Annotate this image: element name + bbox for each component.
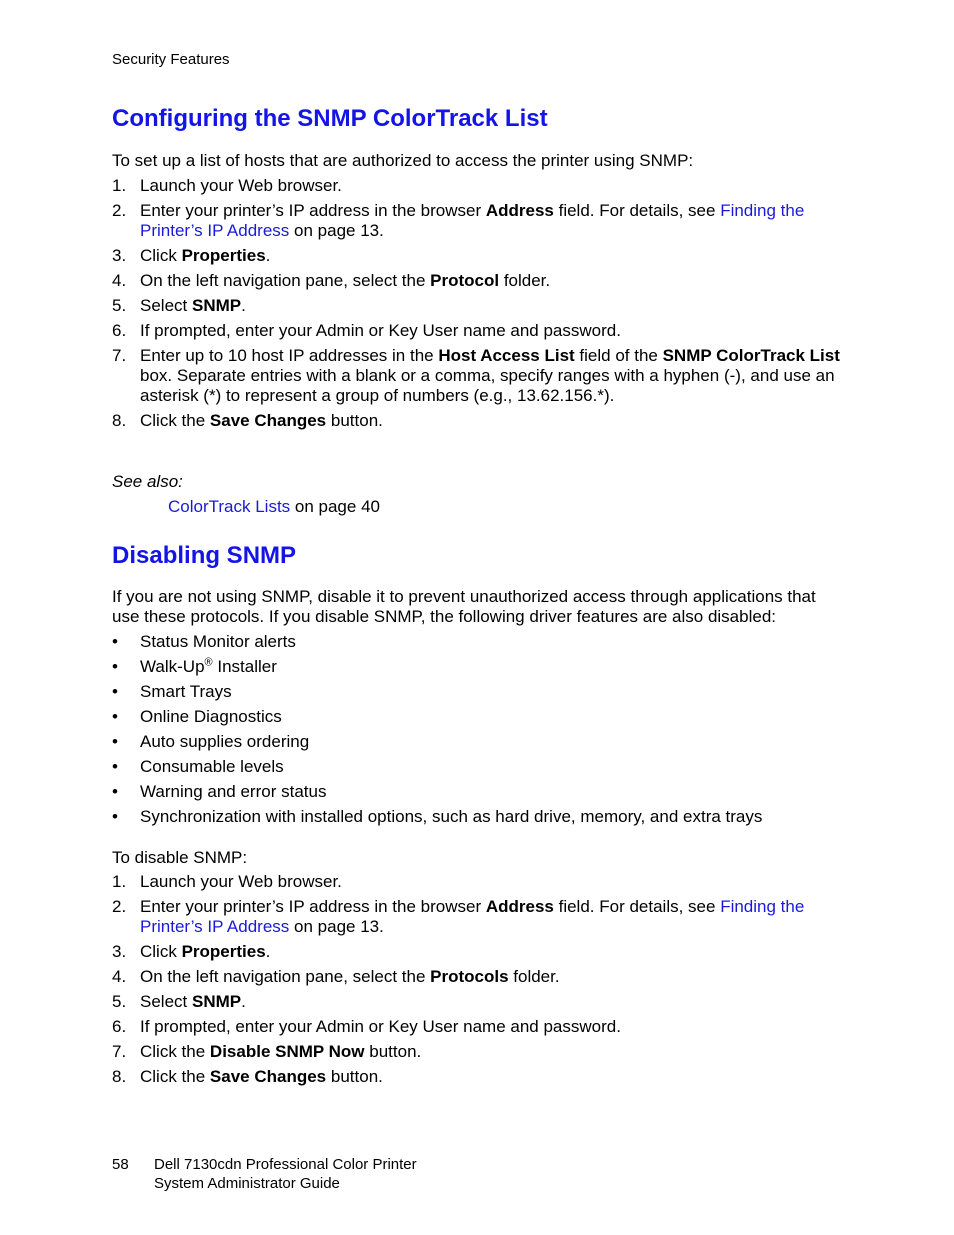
step-number: 6. bbox=[112, 1017, 127, 1036]
step-number: 7. bbox=[112, 1042, 127, 1061]
step-text: Enter your printer’s IP address in the browser bbox=[140, 897, 486, 916]
step-item bbox=[112, 411, 842, 431]
feature-item bbox=[112, 632, 842, 652]
step-bold-term: Disable SNMP Now bbox=[209, 1042, 365, 1061]
step-number: 3. bbox=[112, 246, 127, 265]
step-bold-term: Address bbox=[485, 897, 554, 916]
step-number: 4. bbox=[112, 271, 127, 290]
bullet-marker: • bbox=[112, 657, 118, 676]
section-intro-disabling: If you are not using SNMP, disable it to prevent unauthorized access through applications that use these protocols. If you disable SNMP, the following driver features are also disabled: bbox=[112, 587, 816, 626]
step-number: 7. bbox=[112, 346, 127, 365]
page-number: 58 bbox=[112, 1156, 129, 1173]
colortrack-lists-link[interactable]: ColorTrack Lists bbox=[168, 497, 291, 516]
section-title-disabling: Disabling SNMP bbox=[112, 542, 297, 569]
finding-ip-address-link[interactable]: Finding the Printer’s IP Address bbox=[140, 897, 805, 936]
step-text: Click bbox=[140, 942, 182, 961]
feature-text: Warning and error status bbox=[140, 782, 327, 801]
step-item bbox=[112, 1067, 842, 1087]
procedure-intro: To disable SNMP: bbox=[112, 848, 248, 867]
step-item bbox=[112, 897, 842, 937]
step-text: . bbox=[241, 992, 246, 1011]
step-item bbox=[112, 872, 842, 892]
step-bold-term: Properties bbox=[181, 246, 266, 265]
section-intro: To set up a list of hosts that are authorized to access the printer using SNMP: bbox=[112, 151, 694, 170]
step-number: 2. bbox=[112, 897, 127, 916]
step-text: Launch your Web browser. bbox=[140, 872, 342, 891]
step-bold-term: SNMP ColorTrack List bbox=[662, 346, 840, 365]
steps-list-colortrack bbox=[112, 176, 842, 436]
step-number: 6. bbox=[112, 321, 127, 340]
step-bold-term: SNMP bbox=[191, 296, 242, 315]
step-item bbox=[112, 176, 842, 196]
step-text: Click bbox=[140, 246, 182, 265]
step-item bbox=[112, 346, 842, 406]
step-text: . bbox=[265, 246, 271, 265]
step-text: Select bbox=[140, 992, 192, 1011]
running-header: Security Features bbox=[112, 51, 230, 68]
step-bold-term: Protocols bbox=[430, 967, 509, 986]
feature-text-suffix: Installer bbox=[212, 657, 277, 676]
bullet-marker: • bbox=[112, 707, 118, 726]
step-text: If prompted, enter your Admin or Key User name and password. bbox=[140, 1017, 621, 1036]
step-bold-term: Properties bbox=[181, 942, 266, 961]
finding-ip-address-link[interactable]: Finding the Printer’s IP Address bbox=[140, 201, 805, 240]
step-text: Launch your Web browser. bbox=[140, 176, 342, 195]
step-bold-term: Host Access List bbox=[438, 346, 575, 365]
step-item bbox=[112, 942, 842, 962]
steps-list-disable bbox=[112, 872, 842, 1092]
bullet-marker: • bbox=[112, 757, 118, 776]
footer-line-2: System Administrator Guide bbox=[154, 1175, 340, 1192]
step-text: Click the bbox=[140, 1067, 210, 1086]
step-text: Enter your printer’s IP address in the browser bbox=[140, 201, 486, 220]
step-number: 3. bbox=[112, 942, 127, 961]
section-title-colortrack: Configuring the SNMP ColorTrack List bbox=[112, 105, 548, 132]
bullet-marker: • bbox=[112, 632, 118, 651]
bullet-marker: • bbox=[112, 732, 118, 751]
footer-line-1: Dell 7130cdn Professional Color Printer bbox=[154, 1156, 417, 1173]
step-bold-term: SNMP bbox=[191, 992, 242, 1011]
feature-text: Auto supplies ordering bbox=[140, 732, 310, 751]
step-text: If prompted, enter your Admin or Key User name and password. bbox=[140, 321, 621, 340]
step-bold-term: Address bbox=[485, 201, 554, 220]
step-number: 1. bbox=[112, 872, 127, 891]
step-text: box. Separate entries with a blank or a comma, specify ranges with a hyphen (-), and use an asterisk (*) to represent a group of numbers (e.g., 13.62.156.*). bbox=[140, 366, 835, 405]
step-item bbox=[112, 296, 842, 316]
step-item bbox=[112, 1042, 842, 1062]
step-number: 2. bbox=[112, 201, 127, 220]
step-number: 8. bbox=[112, 411, 127, 430]
feature-text: Synchronization with installed options, such as hard drive, memory, and extra trays bbox=[140, 807, 763, 826]
bullet-marker: • bbox=[112, 782, 118, 801]
bullet-marker: • bbox=[112, 682, 118, 701]
step-bold-term: Protocol bbox=[430, 271, 500, 290]
feature-item bbox=[112, 732, 842, 752]
feature-text: Smart Trays bbox=[140, 682, 232, 701]
step-text: folder. bbox=[499, 271, 551, 290]
step-number: 5. bbox=[112, 992, 127, 1011]
step-text: On the left navigation pane, select the bbox=[140, 271, 431, 290]
feature-item bbox=[112, 682, 842, 702]
step-item bbox=[112, 201, 842, 241]
step-text: on page 13. bbox=[289, 917, 384, 936]
step-bold-term: Save Changes bbox=[209, 1067, 327, 1086]
step-text: button. bbox=[364, 1042, 422, 1061]
step-number: 1. bbox=[112, 176, 127, 195]
disabled-features-list bbox=[112, 632, 842, 832]
feature-text: Consumable levels bbox=[140, 757, 284, 776]
feature-item bbox=[112, 807, 842, 827]
step-text: Select bbox=[140, 296, 192, 315]
step-text: button. bbox=[326, 411, 383, 430]
step-text: folder. bbox=[508, 967, 560, 986]
step-text: Enter up to 10 host IP addresses in the bbox=[140, 346, 439, 365]
footer-title bbox=[154, 1155, 417, 1193]
step-item bbox=[112, 321, 842, 341]
step-text: button. bbox=[326, 1067, 383, 1086]
see-also-entry bbox=[168, 497, 380, 517]
feature-item bbox=[112, 707, 842, 727]
feature-item bbox=[112, 657, 842, 677]
step-item bbox=[112, 967, 842, 987]
see-also-page: on page 40 bbox=[290, 497, 380, 516]
step-item bbox=[112, 271, 842, 291]
step-text: field. For details, see bbox=[553, 897, 721, 916]
feature-text: Status Monitor alerts bbox=[140, 632, 296, 651]
step-number: 5. bbox=[112, 296, 127, 315]
step-item bbox=[112, 246, 842, 266]
step-bold-term: Save Changes bbox=[209, 411, 327, 430]
step-text: field. For details, see bbox=[553, 201, 721, 220]
step-number: 4. bbox=[112, 967, 127, 986]
step-text: . bbox=[265, 942, 271, 961]
step-item bbox=[112, 1017, 842, 1037]
step-text: Click the bbox=[140, 411, 210, 430]
feature-item bbox=[112, 757, 842, 777]
step-text: On the left navigation pane, select the bbox=[140, 967, 431, 986]
see-also-label: See also: bbox=[112, 472, 183, 491]
step-text: . bbox=[241, 296, 246, 315]
step-number: 8. bbox=[112, 1067, 127, 1086]
bullet-marker: • bbox=[112, 807, 118, 826]
registered-mark: ® bbox=[204, 656, 213, 669]
feature-item bbox=[112, 782, 842, 802]
feature-text: Online Diagnostics bbox=[140, 707, 282, 726]
step-item bbox=[112, 992, 842, 1012]
feature-text: Walk-Up bbox=[140, 657, 205, 676]
step-text: on page 13. bbox=[289, 221, 384, 240]
step-text: field of the bbox=[574, 346, 663, 365]
step-text: Click the bbox=[140, 1042, 210, 1061]
